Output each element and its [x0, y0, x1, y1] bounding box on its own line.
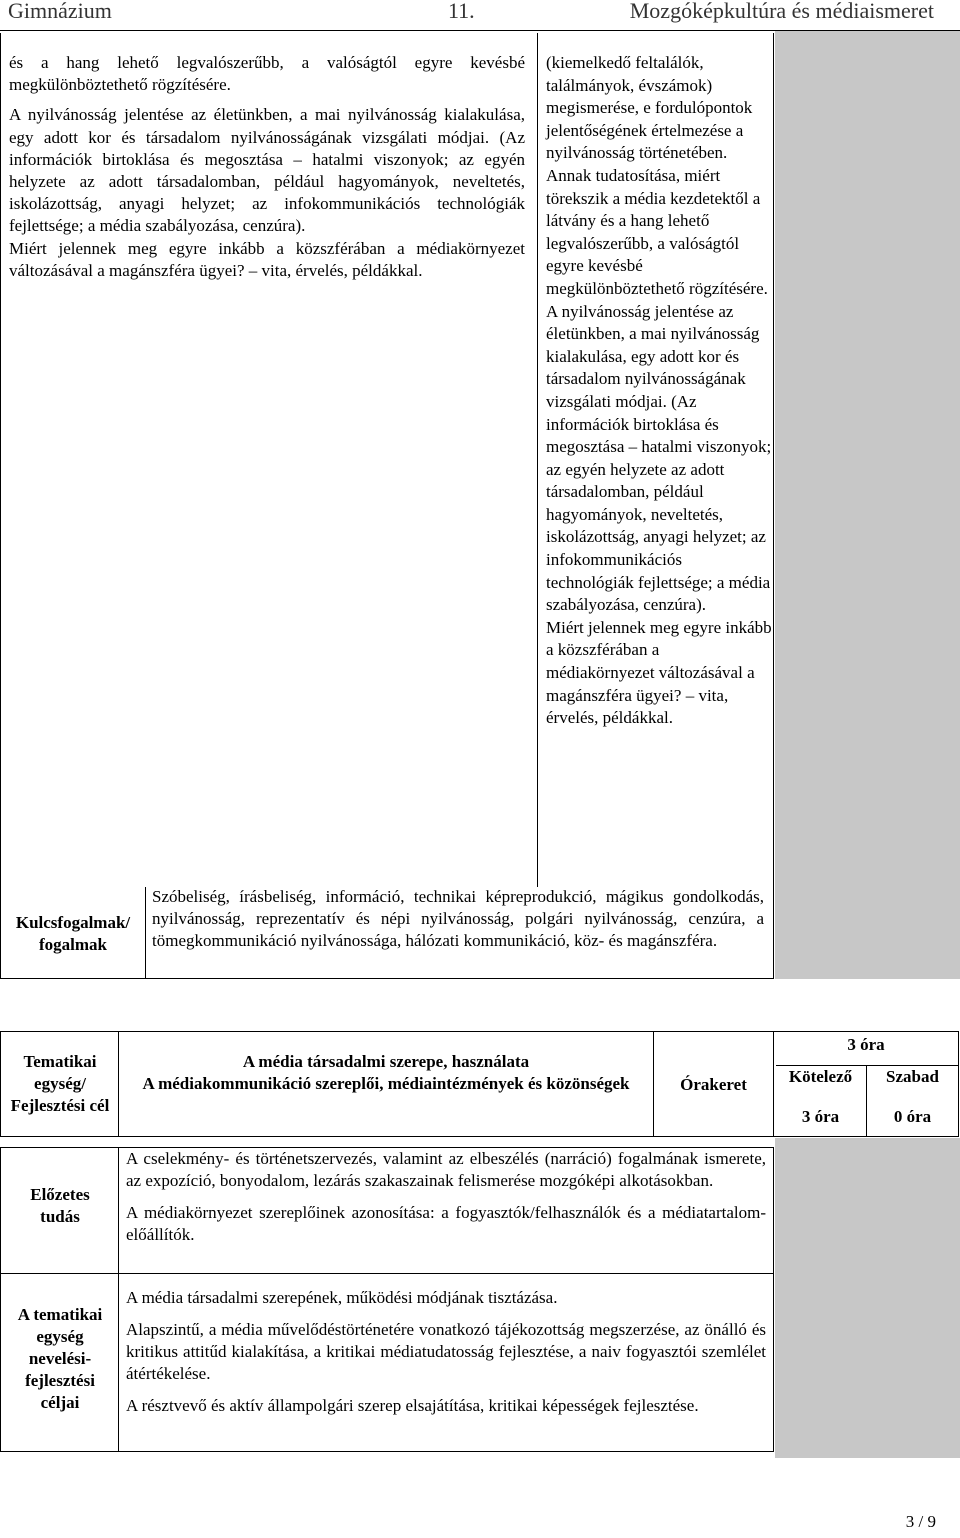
upper-left-content — [9, 52, 525, 282]
body-left-border — [0, 1147, 1, 1452]
header-row-bottom — [0, 1136, 958, 1137]
elozetes-paragraph: A cselekmény- és történetszervezés, valamint az elbeszélés (narráció) fogalmának ismerete, az expozíció, bonyodalom, lezárás szakaszainak felismerése mozgóképi alkotásokban. — [126, 1149, 766, 1190]
celjai-paragraph: Alapszintű, a média művelődéstörténetére vonatkozó tájékozottság megszerzése, az önálló és kritikus attitűd kialakítása, a kritikai médiatudatosság fejlesztése, a naiv fogyasztói szemlélet átértékelése. — [126, 1320, 766, 1383]
unit-label: Tematikai egység/ Fejlesztési cél — [10, 1052, 110, 1115]
kulcs-label-line1: Kulcsfogalmak/ — [15, 913, 131, 932]
celjai-paragraph: A résztvevő és aktív állampolgári szerep elsajátítása, kritikai képességek fejlesztése. — [126, 1396, 699, 1415]
left-paragraph: A nyilvánosság jelentése az életünkben, a mai nyilvánosság kialakulása, egy adott kor és társadalom nyilvánosságának vizsgálati módjai. (Az információk birtoklása és megosztása – hatalmi viszonyok; az egyén helyzete az adott társadalomban, például hagyományok, neveltetés, iskolázottság, anyagi helyzet; az infokommunikációs technológiák fejlettsége; a média szabályozása, cenzúra). — [9, 105, 525, 236]
kulcs-label — [1, 912, 145, 956]
total-hours: 3 óra — [847, 1035, 885, 1054]
right-paragraph: A nyilvánosság jelentése az életünkben, a mai nyilvánosság kialakulása, egy adott kor és társadalom nyilvánosságának vizsgálati módjai. (Az információk birtoklása és megosztása – hatalmi viszonyok; az egyén helyzete az adott társadalomban, például hagyományok, neveltetés, iskolázottság, anyagi helyzet; az infokommunikációs technológiák fejlettsége; a média szabályozása, cenzúra). — [546, 301, 772, 615]
left-paragraph: és a hang lehető legvalószerűbb, a valóságtól egyre kevésbé megkülönböztethető rögzítésére. — [9, 53, 525, 95]
celjai-label: A tematikai egység nevelési-fejlesztési céljai — [17, 1305, 103, 1412]
szabad-label: Szabad — [886, 1067, 939, 1086]
upper-gray-column — [775, 31, 960, 979]
body-right-border — [773, 1147, 774, 1452]
header-right-border — [958, 1031, 959, 1137]
header-grade: 11. — [448, 0, 475, 23]
right-paragraph: Miért jelennek meg egyre inkább a közszférában a médiakörnyezet változásával a magánszféra ügyei? – vita, érvelés, példákkal. — [546, 617, 772, 728]
page-number: 3 / 9 — [905, 1512, 936, 1531]
body-col1-divider — [118, 1147, 119, 1452]
upper-bottom-border — [0, 978, 774, 979]
kulcs-label-line2: fogalmak — [39, 935, 107, 954]
kotelezo-label: Kötelező — [788, 1067, 853, 1086]
upper-right-content — [546, 52, 772, 730]
header-col1-divider — [118, 1031, 119, 1136]
orakeret-label: Órakeret — [680, 1075, 747, 1094]
right-paragraph: (kiemelkedő feltalálók, találmányok, évszámok) megismerése, e fordulópontok jelentőségének értelmezése a nyilvánosság történetében. — [546, 53, 753, 163]
kotelezo-hours: 3 óra — [801, 1107, 840, 1126]
page-header — [0, 0, 960, 31]
header-subject: Mozgóképkultúra és médiaismeret — [629, 0, 934, 23]
upper-right-border — [773, 33, 774, 979]
header-left-border — [0, 1031, 1, 1136]
left-paragraph: Miért jelennek meg egyre inkább a közszférában a médiakörnyezet változásával a magánszféra ügyei? – vita, érvelés, példákkal. — [9, 238, 525, 280]
kulcs-text: Szóbeliség, írásbeliség, információ, technikai képreprodukció, mágikus gondolkodás, nyilvánosság, reprezentatív és népi nyilvánosság, polgári nyilvánosság, cenzúra, a tömegkommunikáció nyilvánossága, hálózati kommunikáció, köz- és magánszféra. — [152, 887, 764, 951]
lower-gray-column — [775, 1138, 960, 1458]
celjai-paragraph: A média társadalmi szerepének, működési módjának tisztázása. — [126, 1288, 558, 1307]
lower-bottom-border — [0, 1451, 774, 1452]
elozetes-row-bottom — [0, 1273, 774, 1274]
elozetes-paragraph: A médiakörnyezet szereplőinek azonosítása: a fogyasztók/felhasználók és a médiatartalom-előállítók. — [126, 1203, 766, 1244]
kulcs-col-divider — [145, 887, 146, 979]
elozetes-content — [126, 1148, 766, 1246]
celjai-content — [126, 1287, 766, 1417]
header-school: Gimnázium — [8, 0, 112, 23]
upper-col-divider — [537, 33, 538, 887]
elozetes-label: Előzetes tudás — [30, 1185, 90, 1226]
unit-title — [130, 1051, 642, 1095]
unit-title-line1: A média társadalmi szerepe, használata — [242, 1052, 530, 1071]
unit-title-line2: A médiakommunikáció szereplői, médiaintézmények és közönségek — [142, 1074, 630, 1093]
upper-left-border — [0, 33, 1, 979]
szabad-hours: 0 óra — [893, 1107, 932, 1126]
right-paragraph: Annak tudatosítása, miért törekszik a média kezdetektől a látvány és a hang lehető legvalószerűbb, a valóságtól egyre kevésbé megkülönböztethető rögzítésére. — [546, 165, 768, 298]
lower-top-border — [0, 1031, 958, 1032]
